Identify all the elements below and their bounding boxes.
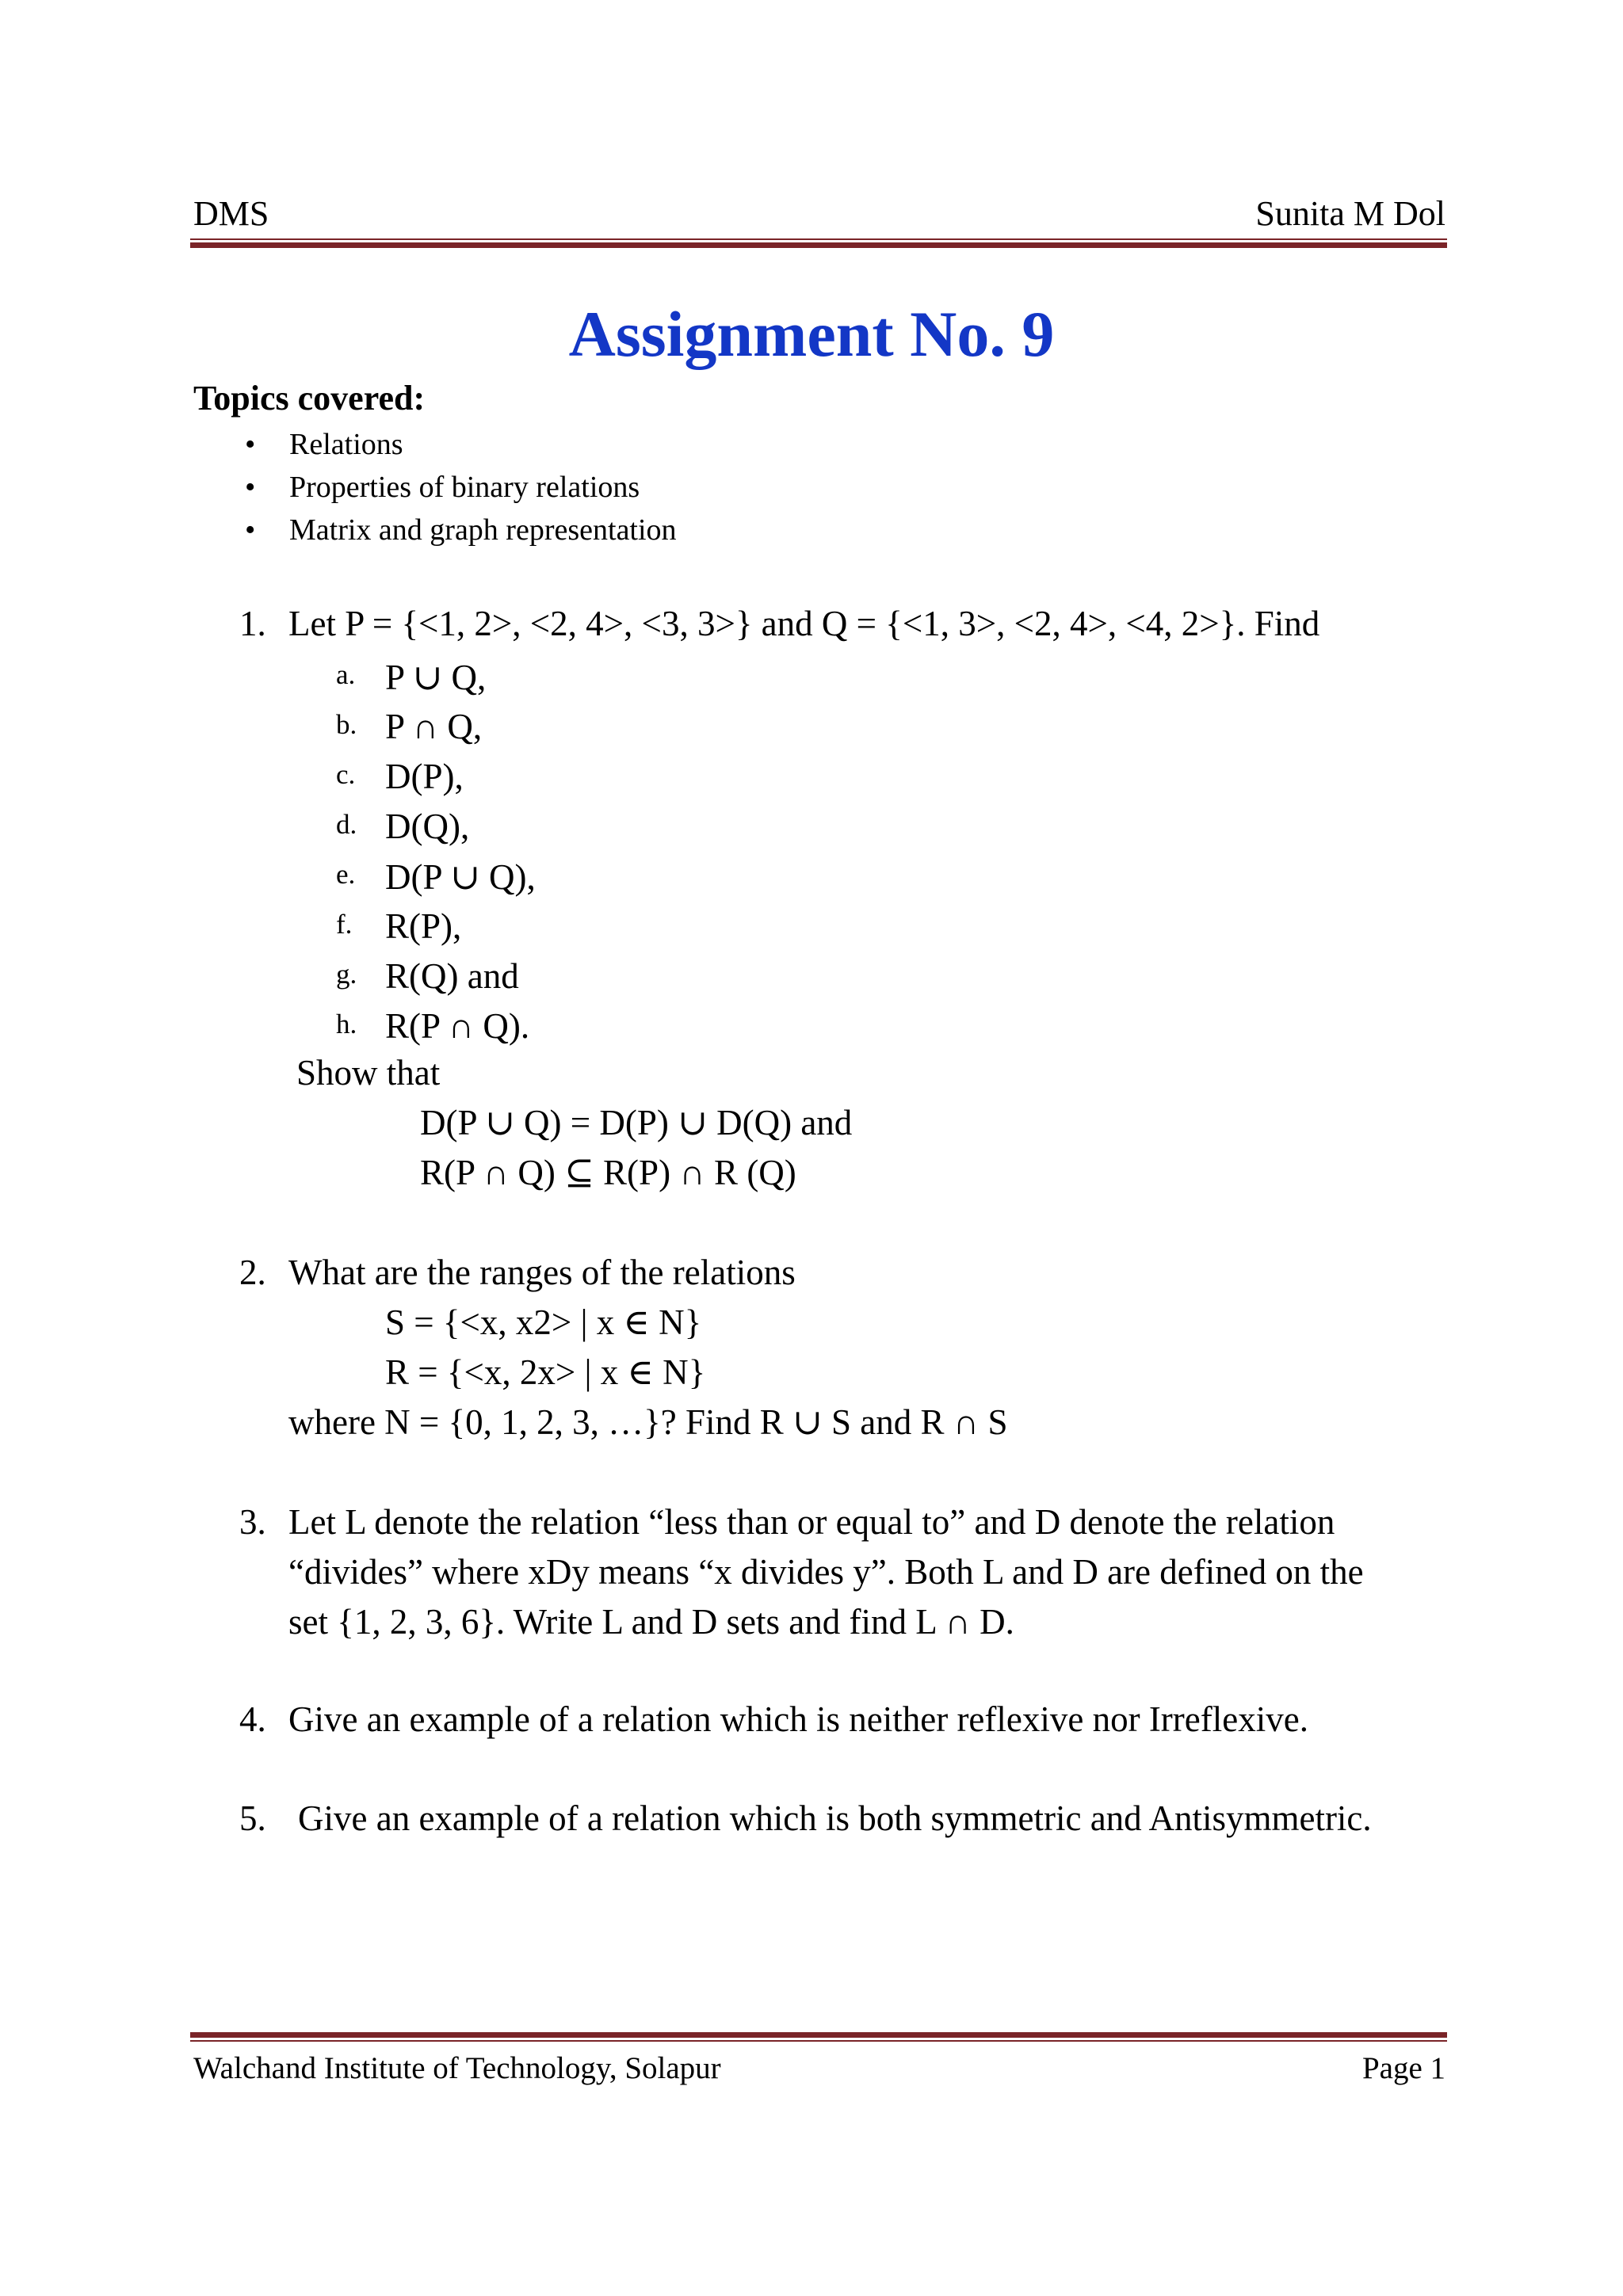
topic-item — [245, 427, 403, 462]
relation-s: S = {<x, x2> | x ∈ N} — [385, 1302, 702, 1342]
question-number: 3. — [239, 1502, 266, 1542]
sub-item — [336, 659, 355, 691]
question-3-line: set {1, 2, 3, 6}. Write L and D sets and find L ∩ D. — [288, 1602, 1014, 1642]
sub-item — [336, 709, 357, 741]
equation: D(P ∪ Q) = D(P) ∪ D(Q) and — [420, 1103, 853, 1142]
question-number: 5. — [239, 1798, 266, 1838]
header-author: Sunita M Dol — [1255, 194, 1445, 233]
topic-item — [245, 513, 677, 547]
sub-item-text: D(P ∪ Q), — [385, 857, 536, 897]
bullet-icon: • — [245, 513, 256, 547]
sub-item-text: P ∩ Q, — [385, 707, 483, 746]
relation-r: R = {<x, 2x> | x ∈ N} — [385, 1352, 706, 1392]
header-course: DMS — [193, 194, 269, 233]
equation: R(P ∩ Q) ⊆ R(P) ∩ R (Q) — [420, 1153, 796, 1192]
sub-item-label: e. — [336, 859, 356, 890]
show-that-label: Show that — [296, 1053, 441, 1093]
question-2-text: What are the ranges of the relations — [288, 1253, 796, 1292]
question-number: 4. — [239, 1699, 266, 1739]
topic-item — [245, 470, 640, 505]
sub-item-label: h. — [336, 1009, 357, 1039]
sub-item-text: R(P ∩ Q). — [385, 1006, 530, 1046]
question-1-text: Let P = {<1, 2>, <2, 4>, <3, 3>} and Q = {<1, 3>, <2, 4>, <4, 2>}. Find — [288, 604, 1320, 643]
sub-item-label: b. — [336, 709, 357, 740]
question-5-text: Give an example of a relation which is both symmetric and Antisymmetric. — [298, 1798, 1372, 1838]
sub-item — [336, 809, 357, 841]
question-3-line: “divides” where xDy means “x divides y”. Both L and D are defined on the — [288, 1552, 1364, 1592]
footer-rule-thin — [190, 2040, 1447, 2042]
bullet-icon: • — [245, 471, 256, 504]
question-3-line: Let L denote the relation “less than or equal to” and D denote the relation — [288, 1502, 1335, 1542]
topic-item-label: Matrix and graph representation — [289, 513, 677, 547]
bullet-icon: • — [245, 428, 256, 461]
sub-item — [336, 859, 355, 891]
header-rule-thin — [190, 238, 1447, 240]
sub-item — [336, 759, 355, 791]
topic-item-label: Relations — [289, 428, 403, 461]
sub-item — [336, 1009, 357, 1040]
question-number: 1. — [239, 604, 266, 643]
sub-item-text: D(P), — [385, 757, 464, 796]
where-clause: where N = {0, 1, 2, 3, …}? Find R ∪ S and R ∩ S — [288, 1402, 1008, 1442]
sub-item-label: a. — [336, 659, 356, 690]
footer-rule-thick — [190, 2032, 1447, 2038]
sub-item-text: P ∪ Q, — [385, 658, 487, 697]
sub-item — [336, 959, 357, 990]
sub-item — [336, 909, 352, 940]
sub-item-label: c. — [336, 759, 356, 790]
footer-institute: Walchand Institute of Technology, Solapur — [193, 2051, 721, 2085]
topics-heading: Topics covered: — [193, 379, 426, 418]
assignment-title: Assignment No. 9 — [568, 298, 1055, 370]
sub-item-text: R(Q) and — [385, 956, 519, 996]
question-4-text: Give an example of a relation which is neither reflexive nor Irreflexive. — [288, 1699, 1308, 1739]
sub-item-text: R(P), — [385, 906, 462, 946]
sub-item-label: d. — [336, 809, 357, 840]
footer-page-number: Page 1 — [1361, 2051, 1445, 2085]
question-number: 2. — [239, 1253, 266, 1292]
sub-item-label: f. — [336, 909, 353, 940]
sub-item-text: D(Q), — [385, 807, 470, 846]
sub-item-label: g. — [336, 959, 357, 990]
topic-item-label: Properties of binary relations — [289, 471, 640, 504]
header-rule-thick — [190, 242, 1447, 248]
